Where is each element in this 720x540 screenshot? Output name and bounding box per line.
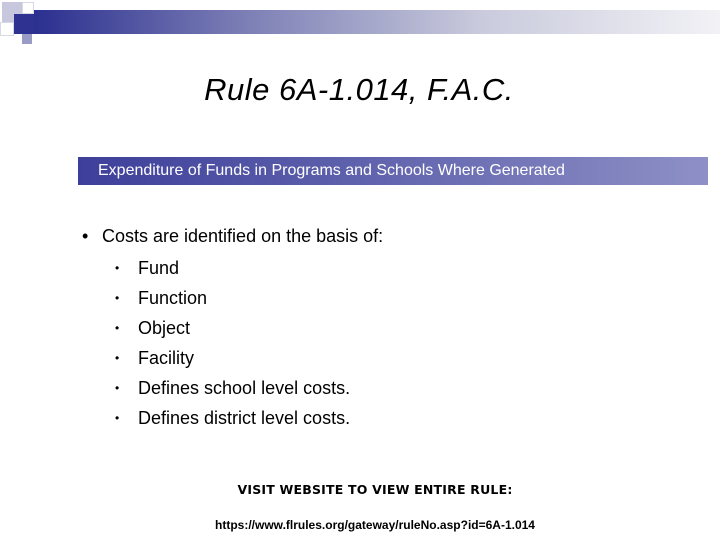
slide-title	[0, 72, 720, 108]
list-item-text: Function	[138, 288, 208, 308]
list-item	[115, 406, 350, 436]
rule-url-link[interactable]: https://www.flrules.org/gateway/ruleNo.asp?id=6A-1.014	[215, 518, 535, 532]
subtitle-band: Expenditure of Funds in Programs and Schools Where Generated	[78, 157, 708, 185]
list-item	[115, 346, 350, 376]
bullet-marker: •	[82, 226, 89, 246]
bullet-marker: •	[115, 291, 120, 305]
bullet-marker: •	[115, 321, 120, 335]
list-item-text: Facility	[138, 348, 195, 368]
list-item	[115, 286, 350, 316]
bullet-marker: •	[115, 381, 120, 395]
list-item	[115, 256, 350, 286]
bullet-marker: •	[115, 411, 120, 425]
slide-title-text: Rule 6A-1.014, F.A.C.	[204, 72, 514, 107]
header-gradient-bar	[34, 10, 720, 34]
decor-square	[14, 14, 34, 34]
decor-square	[22, 34, 32, 44]
bullet-marker: •	[115, 261, 120, 275]
list-item-text: Fund	[138, 258, 180, 278]
list-item	[115, 316, 350, 346]
list-item-text: Object	[138, 318, 191, 338]
list-item-text: Defines district level costs.	[138, 408, 351, 428]
sub-bullet-list	[115, 256, 350, 436]
decor-square	[22, 2, 34, 14]
main-bullet-text: Costs are identified on the basis of:	[102, 226, 384, 246]
main-bullet	[82, 226, 383, 247]
bullet-marker: •	[115, 351, 120, 365]
list-item-text: Defines school level costs.	[138, 378, 351, 398]
visit-website-note: VISIT WEBSITE TO VIEW ENTIRE RULE:	[237, 482, 513, 497]
list-item	[115, 376, 350, 406]
decor-square	[0, 22, 14, 36]
